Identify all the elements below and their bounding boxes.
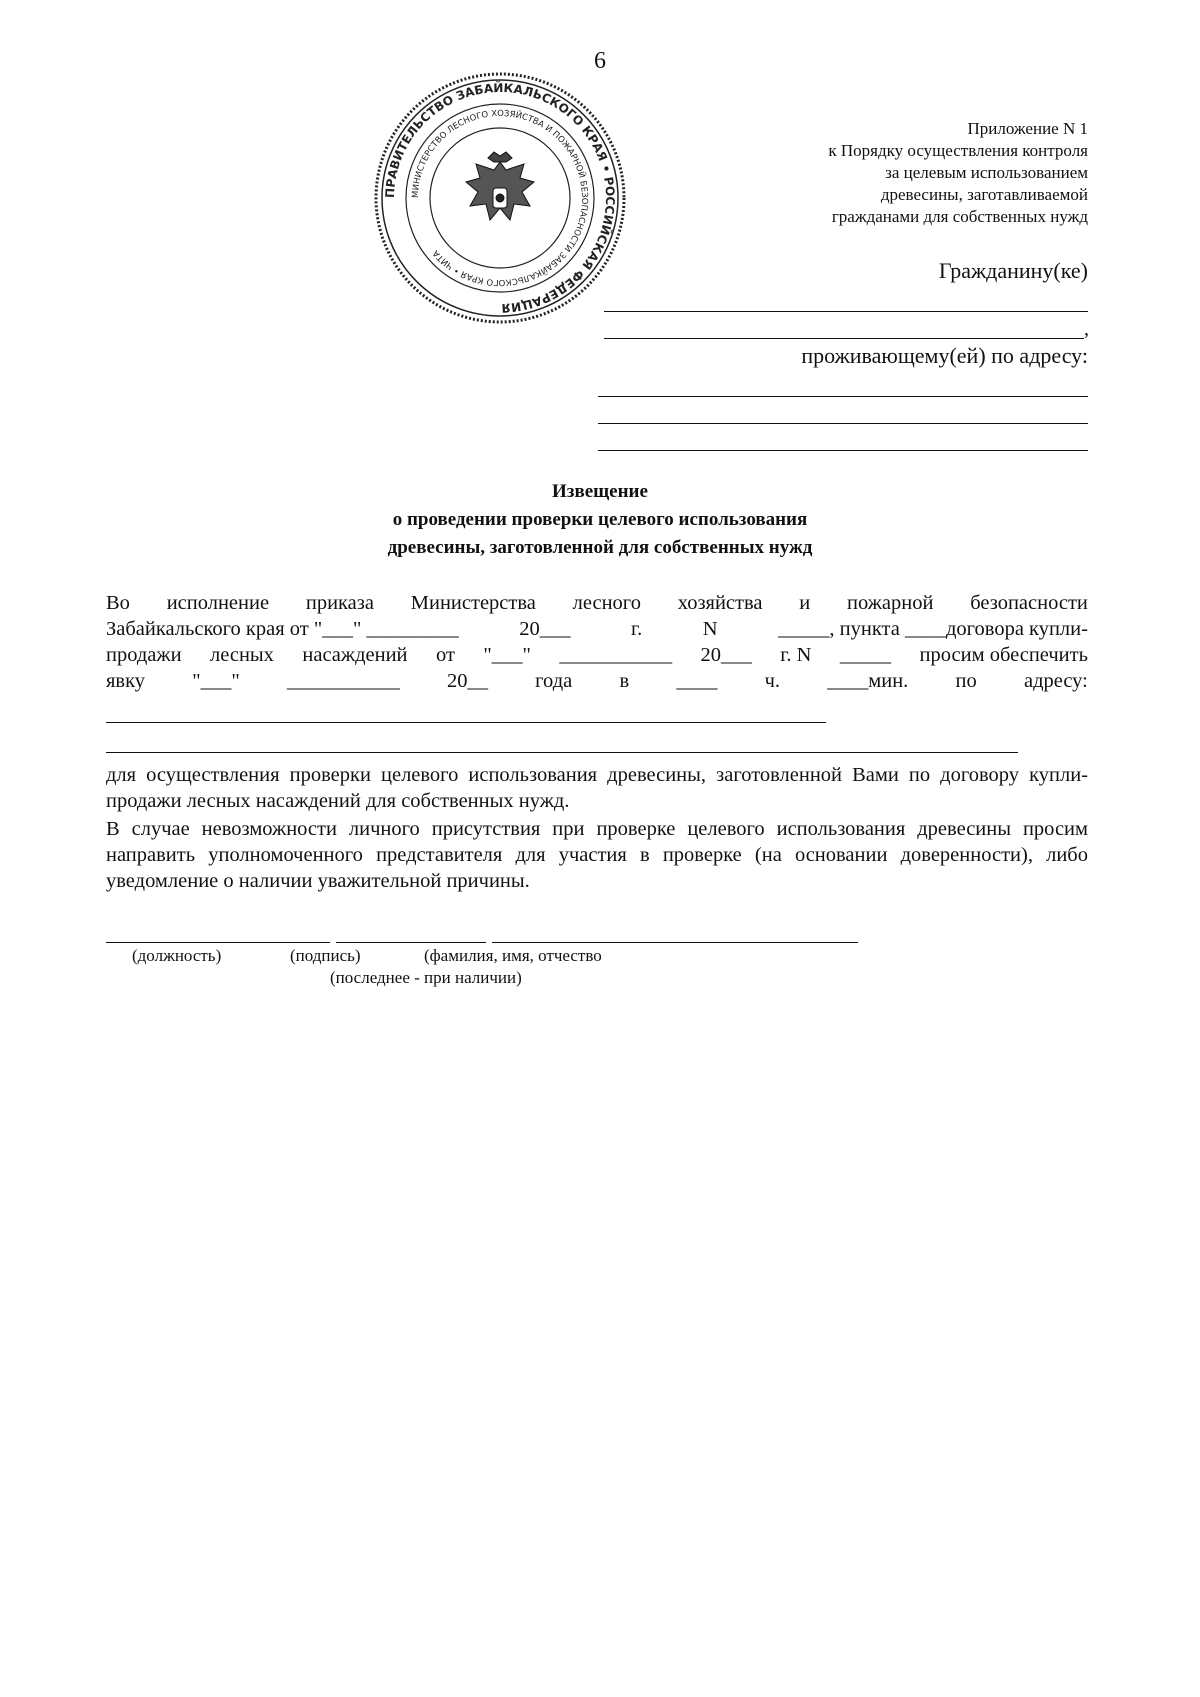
citizen-name-line-2[interactable] xyxy=(604,338,1084,339)
notice-title-line-3: древесины, заготовленной для собственных нужд xyxy=(387,537,813,558)
purpose-paragraph: для осуществления проверки целевого использования древесины, заготовленной Вами по договору купли-продажи лесных насаждений для собственных нужд. xyxy=(106,764,1088,812)
full-name-caption: (фамилия, имя, отчество xyxy=(424,946,602,965)
residing-label: проживающему(ей) по адресу: xyxy=(801,343,1088,368)
address-line-1[interactable] xyxy=(598,396,1088,397)
absence-paragraph: В случае невозможности личного присутствия при проверке целевого использования древесины просим направить уполномоченного представителя для участия в проверке (на основании доверенности), либо уведомление о наличии уважительной причины. xyxy=(106,818,1088,892)
page-number: 6 xyxy=(594,48,606,74)
signature-line[interactable] xyxy=(336,942,486,943)
seal-outer-text: ПРАВИТЕЛЬСТВО ЗАБАЙКАЛЬСКОГО КРАЯ • РОССИЙСКАЯ ФЕДЕРАЦИЯ xyxy=(382,80,618,316)
official-seal xyxy=(372,70,628,326)
position-signature-line[interactable] xyxy=(106,942,330,943)
full-name-line[interactable] xyxy=(492,942,858,943)
annex-line: гражданами для собственных нужд xyxy=(831,207,1088,226)
annex-line: к Порядку осуществления контроля xyxy=(828,141,1088,160)
position-caption: (должность) xyxy=(132,946,222,965)
annex-title: Приложение N 1 xyxy=(967,119,1088,138)
notice-title xyxy=(0,478,1200,562)
comma: , xyxy=(1084,318,1089,340)
inspection-address-line-2[interactable] xyxy=(106,752,1018,753)
notice-body xyxy=(106,590,1088,694)
address-line-3[interactable] xyxy=(598,450,1088,451)
inspection-address-line-1[interactable] xyxy=(106,722,826,723)
citizen-label: Гражданину(ке) xyxy=(938,258,1088,283)
signature-caption: (подпись) xyxy=(290,946,361,965)
annex-reference xyxy=(828,118,1088,228)
full-name-caption-2: (последнее - при наличии) xyxy=(330,968,522,987)
notice-title-line-1: Извещение xyxy=(552,481,648,502)
body-line-2: Забайкальского края от "___" _________ 20___ г. N _____, пункта ____договора купли- xyxy=(106,618,1088,640)
body-line-1: Во исполнение приказа Министерства лесного хозяйства и пожарной безопасности xyxy=(106,592,1088,614)
annex-line: за целевым использованием xyxy=(885,163,1088,182)
citizen-name-line-1[interactable] xyxy=(604,311,1088,312)
annex-line: древесины, заготавливаемой xyxy=(880,185,1088,204)
body-line-4: явку "___" ___________ 20__ года в ____ ч. ____мин. по адресу: xyxy=(106,670,1088,692)
address-line-2[interactable] xyxy=(598,423,1088,424)
eagle-emblem-icon xyxy=(466,152,534,220)
notice-title-line-2: о проведении проверки целевого использования xyxy=(392,509,808,530)
seal-inner-text: МИНИСТЕРСТВО ЛЕСНОГО ХОЗЯЙСТВА И ПОЖАРНОЙ БЕЗОПАСНОСТИ ЗАБАЙКАЛЬСКОГО КРАЯ • ЧИТА xyxy=(410,108,590,288)
body-line-3: продажи лесных насаждений от "___" ___________ 20___ г. N _____ просим обеспечить xyxy=(106,644,1088,666)
